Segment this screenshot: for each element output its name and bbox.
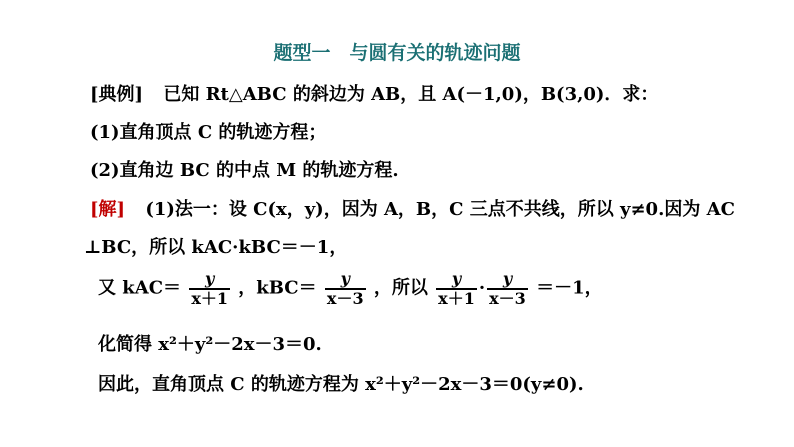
fraction-bc-denominator: x－3 [326, 288, 364, 308]
fraction-bc-numerator: y [325, 270, 366, 290]
solution-text-1: (1)法一：设 C(x，y)，因为 A，B，C 三点不共线，所以 y≠0.因为 AC [145, 199, 735, 220]
product-fraction-1-denominator: x＋1 [438, 288, 475, 308]
solution-line-3 [98, 270, 603, 307]
product-fraction-2-denominator: x－3 [489, 288, 526, 308]
solution-line-4: 化简得 x²＋y²－2x－3＝0. [98, 334, 322, 355]
example-tag: [典例] [90, 84, 144, 105]
example-statement: 已知 Rt△ABC 的斜边为 AB，且 A(－1,0)，B(3,0)．求： [163, 84, 659, 105]
product-fraction-1-numerator: y [436, 270, 477, 290]
equals-minus-one: ＝－1， [536, 277, 603, 299]
therefore-text: ，所以 [373, 277, 428, 299]
solution-line-2: ⊥BC，所以 kAC·kBC＝－1， [84, 237, 348, 258]
example-line [90, 80, 658, 106]
fraction-ac-numerator: y [189, 270, 230, 290]
fraction-bc [325, 270, 366, 307]
fraction-ac [189, 270, 230, 307]
slope-bc-label: ，kBC＝ [238, 277, 317, 299]
solution-line-5: 因此，直角顶点 C 的轨迹方程为 x²＋y²－2x－3＝0(y≠0). [98, 374, 584, 395]
solution-line-1 [90, 195, 735, 221]
product-fraction-2 [487, 270, 528, 307]
section-title: 题型一 与圆有关的轨迹问题 [273, 42, 521, 64]
fraction-ac-denominator: x＋1 [191, 288, 228, 308]
slope-ac-label: 又 kAC＝ [98, 277, 182, 299]
solution-tag: [解] [90, 199, 126, 220]
question-1: (1)直角顶点 C 的轨迹方程； [90, 122, 327, 143]
question-2: (2)直角边 BC 的中点 M 的轨迹方程. [90, 160, 399, 181]
multiply-dot: · [478, 277, 486, 299]
product-fraction-1 [436, 270, 477, 307]
product-fraction-2-numerator: y [487, 270, 528, 290]
